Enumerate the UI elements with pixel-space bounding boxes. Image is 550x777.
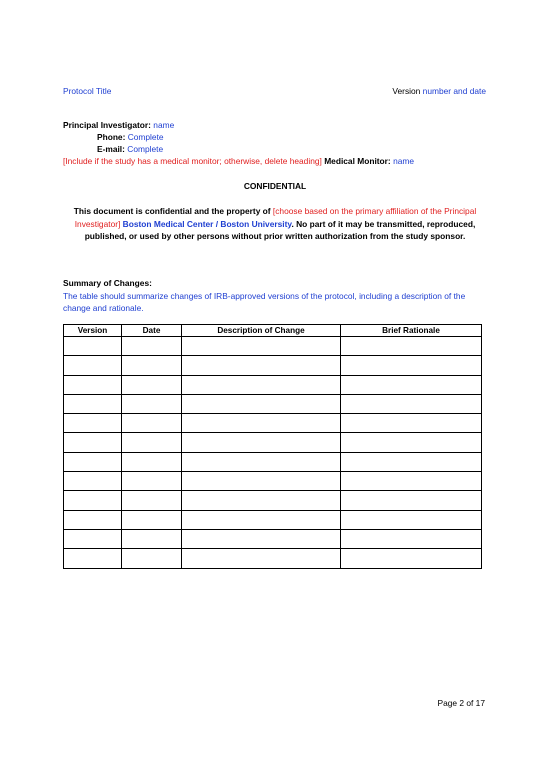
confidential-paragraph [63, 205, 487, 243]
table-cell[interactable] [64, 414, 122, 433]
column-header-date: Date [122, 325, 182, 337]
page-number: Page 2 of 17 [437, 698, 485, 708]
table-cell[interactable] [182, 529, 341, 548]
table-cell[interactable] [64, 433, 122, 452]
version-info [392, 85, 486, 97]
table-cell[interactable] [64, 549, 122, 568]
table-cell[interactable] [64, 356, 122, 375]
phone-label: Phone: [97, 132, 126, 142]
table-cell[interactable] [122, 452, 182, 471]
table-cell[interactable] [341, 414, 482, 433]
table-row [64, 510, 482, 529]
table-cell[interactable] [122, 375, 182, 394]
table-cell[interactable] [182, 394, 341, 413]
table-cell[interactable] [341, 337, 482, 356]
pi-value: name [153, 120, 175, 130]
table-cell[interactable] [341, 452, 482, 471]
table-cell[interactable] [182, 337, 341, 356]
table-cell[interactable] [122, 529, 182, 548]
table-cell[interactable] [122, 549, 182, 568]
investigator-block [63, 119, 414, 167]
column-header-description: Description of Change [182, 325, 341, 337]
table-header-row [64, 325, 482, 337]
table-cell[interactable] [182, 414, 341, 433]
table-cell[interactable] [64, 510, 122, 529]
table-cell[interactable] [64, 491, 122, 510]
protocol-title-text: Protocol Title [63, 86, 112, 96]
confidential-heading: CONFIDENTIAL [243, 181, 307, 191]
table-cell[interactable] [182, 433, 341, 452]
email-label: E-mail: [97, 144, 125, 154]
table-cell[interactable] [341, 433, 482, 452]
monitor-value: name [393, 156, 415, 166]
table-cell[interactable] [341, 491, 482, 510]
table-row [64, 433, 482, 452]
affiliation-value: Boston Medical Center / Boston University [122, 218, 292, 229]
column-header-rationale: Brief Rationale [341, 325, 482, 337]
table-cell[interactable] [64, 472, 122, 491]
protocol-title [63, 85, 111, 97]
table-row [64, 356, 482, 375]
monitor-label: Medical Monitor: [324, 156, 391, 166]
table-row [64, 549, 482, 568]
summary-heading: Summary of Changes: [63, 278, 152, 288]
table-row [64, 414, 482, 433]
summary-instruction: The table should summarize changes of IRB-approved versions of the protocol, including a description of the change and rationale. [63, 290, 466, 313]
table-cell[interactable] [122, 414, 182, 433]
version-label: Version [392, 86, 421, 96]
table-cell[interactable] [64, 394, 122, 413]
table-cell[interactable] [182, 356, 341, 375]
pi-line [63, 119, 414, 131]
table-cell[interactable] [182, 375, 341, 394]
table-cell[interactable] [64, 337, 122, 356]
version-value: number and date [422, 86, 486, 96]
table-row [64, 452, 482, 471]
pi-label: Principal Investigator: [63, 120, 151, 130]
table-cell[interactable] [182, 452, 341, 471]
summary-section [63, 277, 487, 315]
confidential-text-before: This document is confidential and the property of [73, 206, 271, 216]
table-cell[interactable] [122, 510, 182, 529]
table-cell[interactable] [122, 356, 182, 375]
table-cell[interactable] [182, 472, 341, 491]
email-line [63, 143, 414, 155]
table-body [64, 337, 482, 569]
table-cell[interactable] [122, 472, 182, 491]
phone-line [63, 131, 414, 143]
monitor-line [63, 155, 414, 167]
table-cell[interactable] [182, 491, 341, 510]
table-cell[interactable] [64, 375, 122, 394]
table-cell[interactable] [182, 549, 341, 568]
table-cell[interactable] [182, 510, 341, 529]
affiliation-note: [choose based on the primary affiliation of the Principal Investigator] [74, 206, 477, 229]
table-cell[interactable] [341, 375, 482, 394]
table-row [64, 394, 482, 413]
confidential-text-after: . No part of it may be transmitted, reproduced, published, or used by other persons without prior written authorization from the study sponsor. [84, 218, 476, 241]
table-row [64, 375, 482, 394]
table-cell[interactable] [122, 337, 182, 356]
table-row [64, 491, 482, 510]
table-cell[interactable] [122, 491, 182, 510]
column-header-version: Version [64, 325, 122, 337]
monitor-note: [Include if the study has a medical monitor; otherwise, delete heading] [63, 156, 322, 166]
table-cell[interactable] [341, 549, 482, 568]
email-value: Complete [127, 144, 164, 154]
table-cell[interactable] [341, 356, 482, 375]
table-cell[interactable] [64, 452, 122, 471]
table-cell[interactable] [341, 510, 482, 529]
table-cell[interactable] [122, 394, 182, 413]
table-cell[interactable] [64, 529, 122, 548]
table-row [64, 472, 482, 491]
phone-value: Complete [127, 132, 164, 142]
table-cell[interactable] [341, 529, 482, 548]
table-cell[interactable] [341, 472, 482, 491]
table-row [64, 337, 482, 356]
table-row [64, 529, 482, 548]
table-cell[interactable] [341, 394, 482, 413]
table-cell[interactable] [122, 433, 182, 452]
summary-of-changes-table [63, 324, 482, 569]
